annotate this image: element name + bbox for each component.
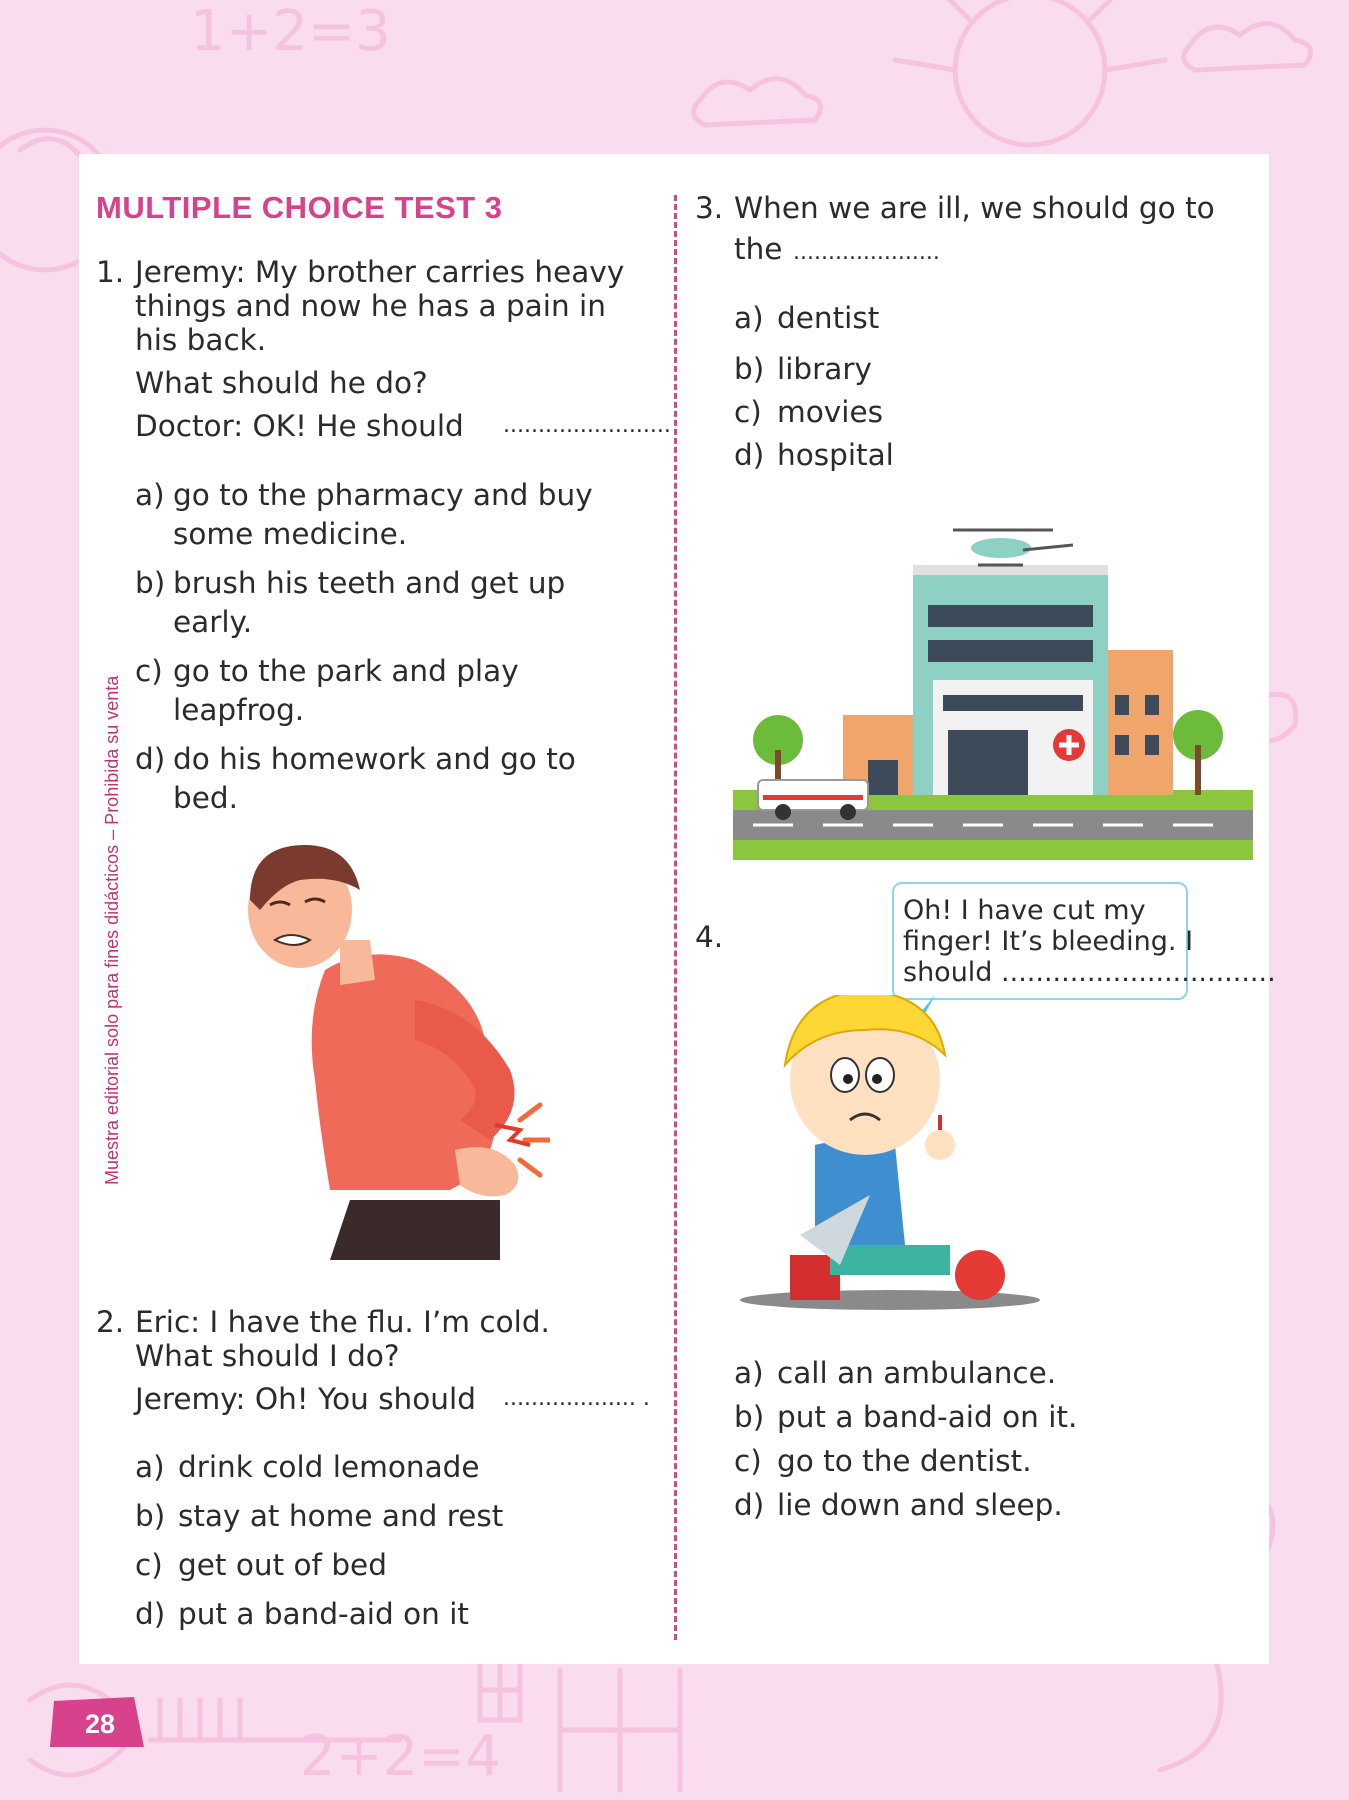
q2-option-c-text: get out of bed — [178, 1548, 387, 1582]
q4-option-a-letter: a) — [734, 1356, 764, 1390]
q4-number: 4. — [695, 920, 724, 954]
q1-answer-prefix: Doctor: OK! He should — [135, 409, 464, 443]
page-number: 28 — [84, 1709, 116, 1739]
speech-bubble-line-3: should ................................ — [903, 957, 1276, 988]
q1-line-2: things and now he has a pain in — [135, 289, 606, 323]
q2-answer-prefix: Jeremy: Oh! You should — [135, 1382, 476, 1416]
q1-option-d-line-2: bed. — [173, 781, 238, 815]
q2-line-2: What should I do? — [135, 1339, 400, 1373]
q3-option-a-letter: a) — [734, 301, 764, 335]
hospital-illustration — [733, 520, 1253, 860]
speech-bubble-line-1: Oh! I have cut my — [903, 895, 1146, 926]
q3-line-1: When we are ill, we should go to — [734, 191, 1215, 225]
q2-option-d-letter: d) — [135, 1597, 166, 1631]
q2-line-1: Eric: I have the flu. I’m cold. — [135, 1305, 550, 1339]
q3-option-d-letter: d) — [734, 438, 765, 472]
q1-number: 1. — [96, 255, 125, 289]
q4-option-c-letter: c) — [734, 1444, 762, 1478]
q1-option-a-letter: a) — [135, 478, 165, 512]
q4-option-d-text: lie down and sleep. — [777, 1488, 1063, 1522]
page-title: MULTIPLE CHOICE TEST 3 — [96, 190, 503, 225]
q3-option-c-text: movies — [777, 395, 883, 429]
q3-option-d-text: hospital — [777, 438, 894, 472]
q4-option-b-letter: b) — [734, 1400, 765, 1434]
q1-option-c-letter: c) — [135, 654, 163, 688]
q1-option-c-line-1: go to the park and play — [173, 654, 519, 688]
boy-cut-finger-illustration — [740, 995, 1050, 1310]
q3-option-a-text: dentist — [777, 301, 880, 335]
side-note: Muestra editorial solo para fines didácticos – Prohibida su venta — [102, 675, 122, 1185]
q1-option-c-line-2: leapfrog. — [173, 693, 305, 727]
q3-option-b-letter: b) — [734, 352, 765, 386]
q1-line-3: his back. — [135, 323, 267, 357]
q4-option-d-letter: d) — [734, 1488, 765, 1522]
q1-option-a-line-2: some medicine. — [173, 517, 408, 551]
q3-line-2: the — [734, 232, 783, 266]
q4-option-b-text: put a band-aid on it. — [777, 1400, 1078, 1434]
q1-question: What should he do? — [135, 366, 428, 400]
q2-option-a-letter: a) — [135, 1450, 165, 1484]
doodle-equation-bottom: 2+2=4 — [300, 1724, 501, 1789]
q2-number: 2. — [96, 1305, 125, 1339]
q2-option-b-letter: b) — [135, 1499, 166, 1533]
q3-option-c-letter: c) — [734, 395, 762, 429]
q1-option-a-line-1: go to the pharmacy and buy — [173, 478, 593, 512]
q2-option-c-letter: c) — [135, 1548, 163, 1582]
q2-option-a-text: drink cold lemonade — [178, 1450, 480, 1484]
q3-number: 3. — [695, 191, 724, 225]
q2-option-b-text: stay at home and rest — [178, 1499, 504, 1533]
back-pain-illustration — [230, 840, 550, 1260]
doodle-equation-top: 1+2=3 — [190, 0, 391, 64]
speech-bubble-line-2: finger! It’s bleeding. I — [903, 926, 1194, 957]
q2-option-d-text: put a band-aid on it — [178, 1597, 469, 1631]
q1-option-b-letter: b) — [135, 566, 166, 600]
q1-option-b-line-1: brush his teeth and get up — [173, 566, 566, 600]
q4-option-a-text: call an ambulance. — [777, 1356, 1057, 1390]
column-divider — [674, 195, 677, 1640]
q4-option-c-text: go to the dentist. — [777, 1444, 1032, 1478]
q1-answer-blank: ........................ — [503, 413, 671, 438]
q3-answer-blank: ..................... — [793, 240, 940, 265]
q1-line-1: Jeremy: My brother carries heavy — [135, 255, 625, 289]
q2-answer-blank: ................... . — [503, 1386, 650, 1411]
q1-option-d-letter: d) — [135, 742, 166, 776]
q3-option-b-text: library — [777, 352, 872, 386]
q1-option-d-line-1: do his homework and go to — [173, 742, 576, 776]
q1-option-b-line-2: early. — [173, 605, 253, 639]
